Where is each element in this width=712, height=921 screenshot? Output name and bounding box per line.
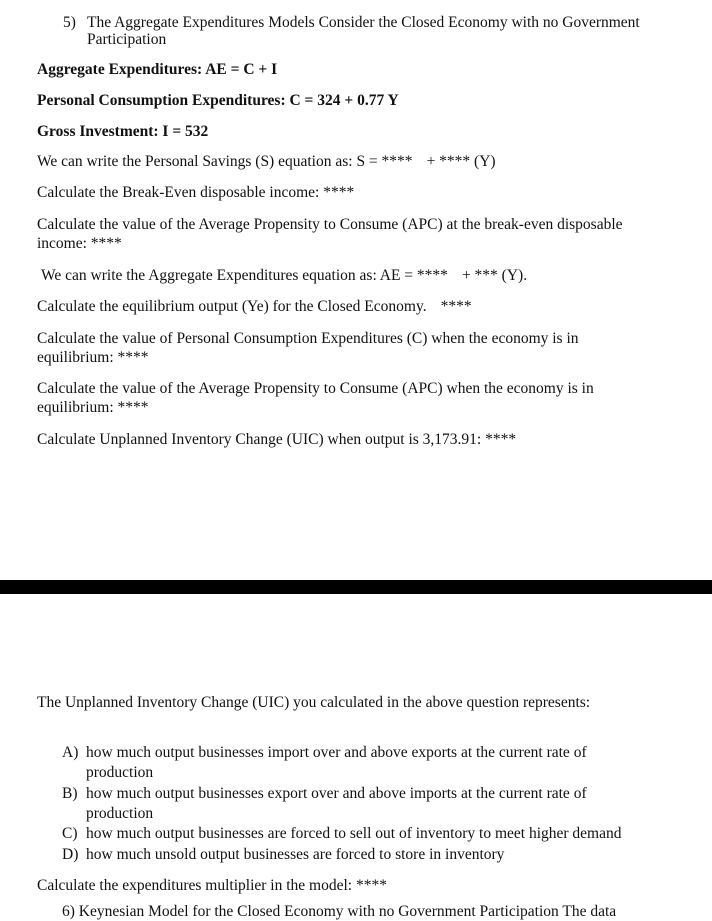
option-text: how much output businesses import over and above exports at the current rate of production bbox=[86, 744, 587, 781]
equilibrium-output-question: Calculate the equilibrium output (Ye) for the Closed Economy. **** bbox=[37, 298, 472, 315]
option-text: how much output businesses export over and above imports at the current rate of production bbox=[86, 785, 587, 822]
savings-equation: We can write the Personal Savings (S) equation as: S = **** + **** (Y) bbox=[37, 153, 496, 170]
option-letter: A) bbox=[62, 744, 79, 761]
ae-definition: Aggregate Expenditures: AE = C + I bbox=[37, 61, 278, 78]
uic-prompt: The Unplanned Inventory Change (UIC) you calculated in the above question represents: bbox=[37, 694, 591, 711]
question-6-partial: 6) Keynesian Model for the Closed Economy with no Government Participation The data bbox=[62, 903, 617, 920]
multiplier-question: Calculate the expenditures multiplier in the model: **** bbox=[37, 877, 387, 894]
option-letter: D) bbox=[62, 846, 79, 863]
apc-breakeven-question: Calculate the value of the Average Propensity to Consume (APC) at the break-even disposable income: **** bbox=[37, 216, 623, 252]
option-a[interactable] bbox=[62, 743, 662, 783]
investment-definition: Gross Investment: I = 532 bbox=[37, 123, 209, 140]
page-divider bbox=[0, 580, 712, 594]
option-letter: C) bbox=[62, 825, 78, 842]
option-letter: B) bbox=[62, 785, 78, 802]
apc-equilibrium-question: Calculate the value of the Average Propensity to Consume (APC) when the economy is in equilibrium: **** bbox=[37, 380, 594, 416]
option-d[interactable] bbox=[62, 845, 662, 865]
uic-question: Calculate Unplanned Inventory Change (UIC) when output is 3,173.91: **** bbox=[37, 431, 517, 448]
option-c[interactable] bbox=[62, 824, 662, 844]
option-text: how much unsold output businesses are forced to store in inventory bbox=[86, 846, 505, 863]
ae-equation: We can write the Aggregate Expenditures equation as: AE = **** + *** (Y). bbox=[41, 267, 528, 284]
option-b[interactable] bbox=[62, 784, 662, 824]
pce-definition: Personal Consumption Expenditures: C = 324 + 0.77 Y bbox=[37, 92, 399, 109]
question-title: The Aggregate Expenditures Models Consider the Closed Economy with no Government Participation bbox=[87, 14, 640, 48]
option-text: how much output businesses are forced to sell out of inventory to meet higher demand bbox=[86, 825, 622, 842]
question-number: 5) bbox=[63, 14, 76, 31]
pce-equilibrium-question: Calculate the value of Personal Consumption Expenditures (C) when the economy is in equilibrium: **** bbox=[37, 330, 579, 366]
breakeven-question: Calculate the Break-Even disposable income: **** bbox=[37, 184, 355, 201]
